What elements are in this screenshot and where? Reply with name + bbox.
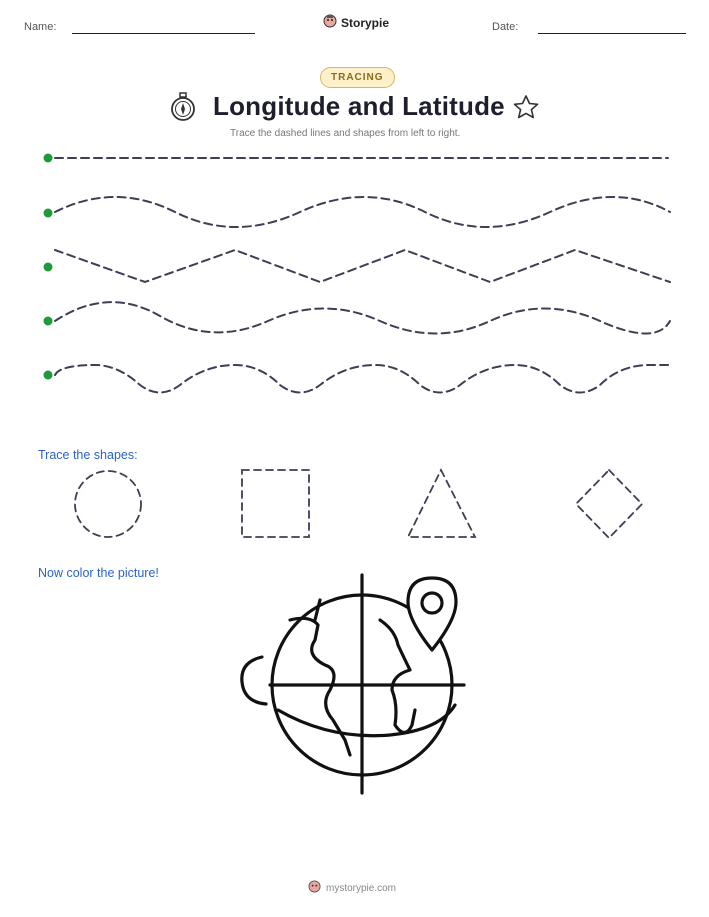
storypie-logo-icon bbox=[308, 880, 321, 896]
date-label: Date: bbox=[492, 21, 519, 33]
tracing-badge: TRACING bbox=[320, 67, 395, 88]
brand-name: Storypie bbox=[341, 15, 390, 30]
shapes-heading: Trace the shapes: bbox=[38, 448, 138, 462]
name-label: Name: bbox=[24, 21, 57, 33]
page-title: Longitude and Latitude bbox=[213, 91, 505, 121]
footer-url[interactable]: mystorypie.com bbox=[326, 882, 397, 894]
color-heading: Now color the picture! bbox=[38, 566, 159, 580]
footer bbox=[308, 880, 396, 896]
instructions: Trace the dashed lines and shapes from left to right. bbox=[230, 128, 461, 139]
